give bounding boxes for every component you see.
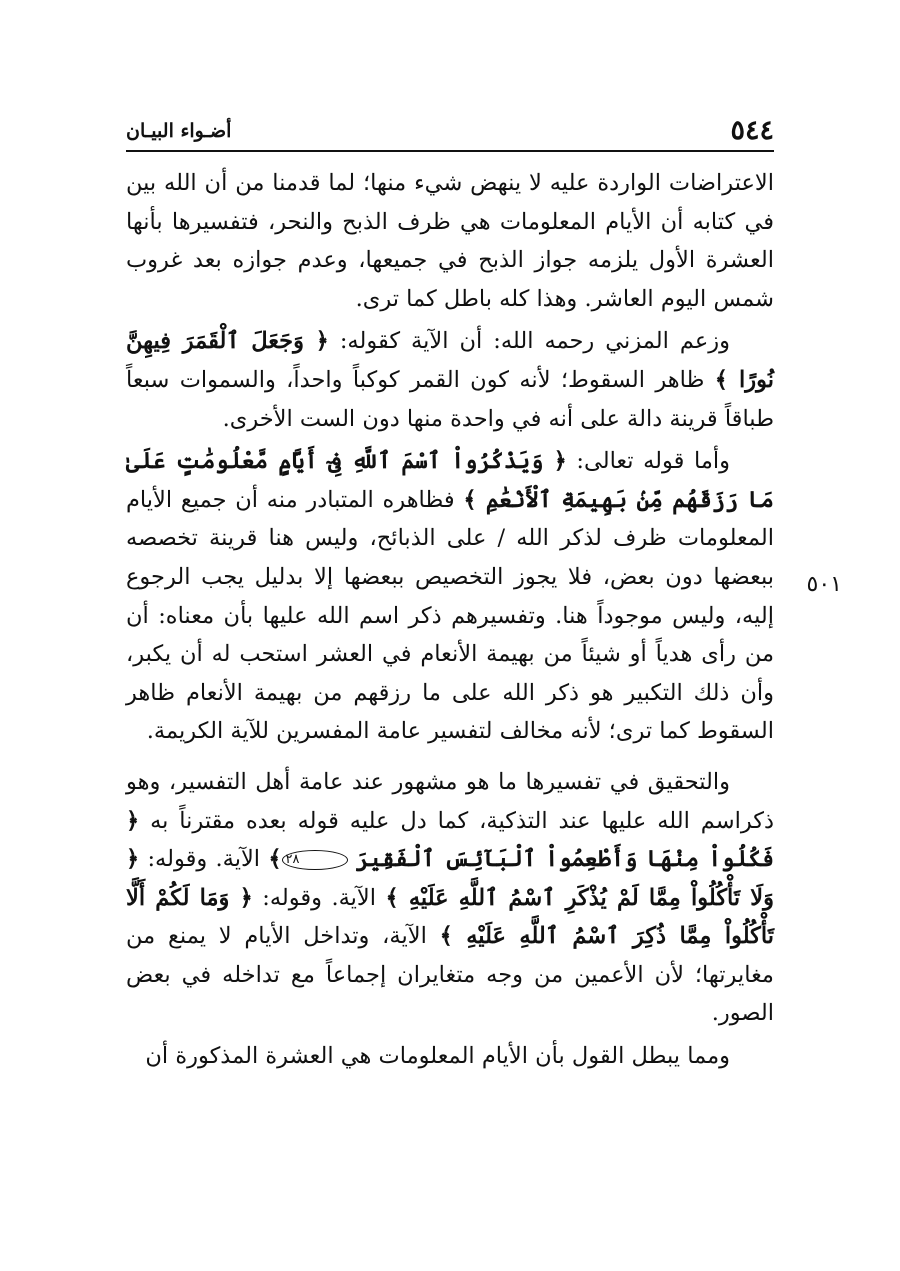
paragraph-3-text-b: فظاهره المتبادر منه أن جميع الأيام المعلومات ظرف لذكر الله / على الذبائح، وليس هنا قرينة تخصصه ببعضها دون بعض، فلا يجوز التخصيص ببعضها إلا بدليل يجب الرجوع إليه، وليس موجوداً هنا. وتفسيرهم ذكر اسم الله عليها بأن معناه: أن من رأى هدياً أو شيئاً من بهيمة الأنعام في العشر استحب له أن يكبر، وأن ذلك التكبير هو ذكر الله على ما رزقهم من بهيمة الأنعام ظاهر السقوط كما ترى؛ لأنه مخالف لتفسير عامة المفسرين للآية الكريمة. <box>126 486 774 745</box>
paragraph-4-text-c: الآية. وقوله: <box>252 884 386 911</box>
page-header <box>126 112 774 146</box>
paragraph-2-text-b: ظاهر السقوط؛ لأنه كون القمر كوكباً واحداً، والسموات سبعاً طباقاً قرينة دالة على أنه في واحدة منها دون الست الأخرى. <box>126 366 774 432</box>
verse-number-marker: ٢٨ <box>282 850 348 870</box>
paragraph-2-text-a: وزعم المزني رحمه الله: أن الآية كقوله: <box>328 328 730 355</box>
quran-quote-3-close: ﴾ <box>268 846 282 873</box>
body-text <box>126 164 774 1214</box>
paragraph-2 <box>126 322 774 438</box>
paragraph-4-text-b: الآية. وقوله: <box>139 846 269 873</box>
paragraph-5: ومما يبطل القول بأن الأيام المعلومات هي العشرة المذكورة أن <box>145 1043 730 1070</box>
book-title: أضـواء البيـان <box>126 120 232 142</box>
paragraph-1: الاعتراضات الواردة عليه لا ينهض شيء منها؛ لما قدمنا من أن الله بين في كتابه أن الأيام المعلومات هي ظرف الذبح والنحر، فتفسيرها بأنها العشرة الأول يلزمه جواز الذبح في جميعها، وعدم جوازه بعد غروب شمس اليوم العاشر. وهذا كله باطل كما ترى. <box>126 170 774 312</box>
original-page-marker: ٥٠١ <box>806 572 842 597</box>
paragraph-4-text-d: الآية، وتداخل الأيام لا يمنع من مغايرتها؛ لأن الأعمين من وجه متغايران إجماعاً مع تداخله في بعض الصور. <box>126 923 774 1027</box>
page-number: ٥٤٤ <box>730 115 774 146</box>
quran-quote-2: ﴿ وَيَذْكُرُواْ ٱسْمَ ٱللَّهِ فِىٓ أَيَّامٍ مَّعْلُومَٰتٍ عَلَىٰ مَا رَزَقَهُم مِّنۢ بَهِيمَةِ ٱلْأَنْعَٰمِ ﴾ <box>126 448 774 513</box>
paragraph-4-text-a: والتحقيق في تفسيرها ما هو مشهور عند عامة أهل التفسير، وهو ذكراسم الله عليها عند التذكية، كما دل عليه قوله بعده مقترناً به <box>126 768 774 834</box>
header-divider <box>126 150 774 152</box>
quran-quote-5: ﴿ وَمَا لَكُمْ أَلَّا تَأْكُلُواْ مِمَّا ذُكِرَ ٱسْمُ ٱللَّهِ عَلَيْهِ ﴾ <box>126 884 774 950</box>
paragraph-4 <box>126 763 774 1033</box>
quran-quote-1: ﴿ وَجَعَلَ ٱلْقَمَرَ فِيهِنَّ نُورًا ﴾ <box>126 328 774 393</box>
paragraph-3 <box>126 442 774 751</box>
paragraph-3-text-a: وأما قوله تعالى: <box>566 448 730 475</box>
quran-quote-3: ﴿ فَكُلُواْ مِنْهَا وَأَطْعِمُواْ ٱلْبَآئِسَ ٱلْفَقِيرَ <box>126 807 775 873</box>
quran-quote-4: ﴿ وَلَا تَأْكُلُواْ مِمَّا لَمْ يُذْكَرِ ٱسْمُ ٱللَّهِ عَلَيْهِ ﴾ <box>126 846 775 911</box>
